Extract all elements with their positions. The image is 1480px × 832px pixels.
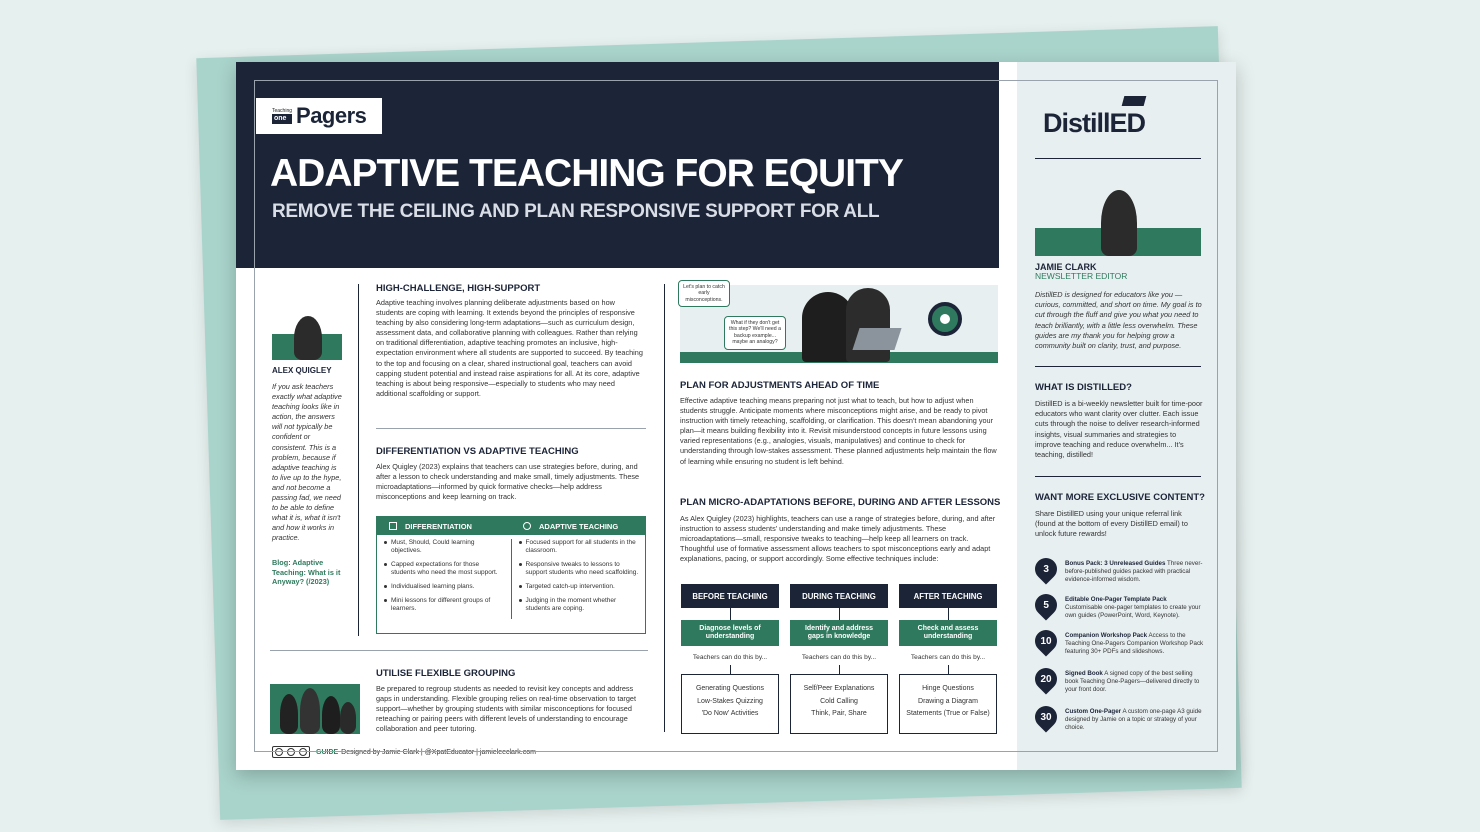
footer-guide-label: GUIDE [316, 748, 339, 756]
list-item: Mini lessons for different groups of learners. [391, 597, 505, 613]
technique-item: 'Do Now' Activities [701, 710, 759, 717]
reward-text: Three never-before-published guides packed with practical evidence-informed wisdom. [1065, 560, 1203, 584]
col-adaptive-header [511, 517, 645, 535]
stage-during-title: DURING TEACHING [790, 584, 888, 608]
stage-after-techniques [899, 674, 997, 734]
comparison-table [376, 516, 646, 634]
editor-role: NEWSLETTER EDITOR [1035, 271, 1128, 281]
arrow-connector [730, 608, 731, 620]
referral-count-drop-icon [1030, 663, 1061, 694]
what-is-distilled-heading: WHAT IS DISTILLED? [1035, 382, 1132, 393]
section-body-differentiation: Alex Quigley (2023) explains that teachers can use strategies before, during, and after a lesson to check understanding and make small, timely adjustments. These microadaptations—informed by quick formative checks—help address misconceptions and keep learning on track. [376, 462, 640, 502]
poster-footer [272, 746, 536, 758]
editor-name: JAMIE CLARK [1035, 262, 1097, 272]
student-group-illustration [270, 684, 360, 734]
referral-count-drop-icon [1030, 553, 1061, 584]
stage-after-sub: Teachers can do this by... [910, 654, 986, 661]
teaching-one-pagers-logo [256, 98, 382, 134]
reward-text: Access to the Teaching One-Pagers Companion Workshop Pack featuring 30+ PDFs and slideshows. [1065, 632, 1204, 656]
reward-title: Signed Book [1065, 670, 1103, 677]
creative-commons-icon [272, 746, 310, 758]
student-figure [280, 694, 298, 734]
reward-item [1035, 708, 1205, 733]
stage-during-sub: Teachers can do this by... [801, 654, 877, 661]
reward-count: 10 [1040, 635, 1052, 647]
section-heading-plan-ahead: PLAN FOR ADJUSTMENTS AHEAD OF TIME [680, 380, 880, 391]
sidebar-divider [1035, 366, 1201, 367]
graduation-cap-icon [1122, 96, 1147, 106]
divider-left [358, 284, 359, 636]
technique-item: Cold Calling [820, 697, 858, 705]
divider-left-bottom [270, 650, 648, 651]
more-content-heading: WANT MORE EXCLUSIVE CONTENT? [1035, 492, 1205, 503]
poster-sheet [236, 62, 1236, 770]
grid-icon [389, 522, 397, 530]
more-content-body: Share DistillED using your unique referral link (found at the bottom of every DistillED email) to unlock future rewards! [1035, 509, 1188, 539]
section-body-grouping: Be prepared to regroup students as needed to revisit key concepts and address gaps in understanding. Flexible grouping relies on real-time observation to target support—whether by grouping students with similar misconceptions for focused reteaching or pairing peers with different levels of understanding to encourage collaboration and peer tutoring. [376, 684, 637, 734]
profile-name: ALEX QUIGLEY [272, 366, 332, 375]
stage-before-sub: Teachers can do this by... [692, 654, 768, 661]
logo-one-badge: one [272, 114, 292, 124]
list-item: Capped expectations for those students who need the most support. [391, 561, 505, 577]
list-item: Responsive tweaks to lessons to support students who need scaffolding. [525, 561, 639, 576]
sidebar-divider [1035, 476, 1201, 477]
speech-bubble-left: Let's plan to catch early misconceptions. [678, 280, 730, 307]
page-title: ADAPTIVE TEACHING FOR EQUITY [270, 152, 903, 195]
technique-item: Think, Pair, Share [811, 710, 867, 717]
list-item: Focused support for all students in the classroom. [526, 539, 640, 555]
reward-text: Customisable one-pager templates to create your own guides (PowerPoint, Word, Keynote). [1065, 604, 1201, 620]
jamie-clark-portrait [1101, 190, 1137, 256]
section-body-high-challenge: Adaptive teaching involves planning deliberate adjustments based on how students are coping with learning. It extends beyond the principles of responsive teaching by also considering long-term adaptations—such as curriculum design, assessment data, and collaborative planning with colleagues. Rather than relying on traditional differentiation, adaptive teaching promotes an inclusive, high-expectation environment where all students are supported to succeed. By teaching to the top and focusing on a clear, shared instructional goal, teachers can avoid capping student potential and instead raise aspirations for all. At its core, adaptive teaching is about being responsive—especially to students who may need additional scaffolding or support. [376, 298, 643, 398]
arrow-connector [948, 608, 949, 620]
stage-before-techniques [681, 674, 779, 734]
reward-text: A signed copy of the best selling book Teaching One-Pagers—delivered directly to your front door. [1065, 670, 1200, 694]
page-subtitle: REMOVE THE CEILING AND PLAN RESPONSIVE SUPPORT FOR ALL [272, 201, 880, 222]
stage-before-title: BEFORE TEACHING [681, 584, 779, 608]
technique-item: Hinge Questions [922, 685, 974, 692]
cycle-gear-icon [928, 302, 962, 336]
col-adaptive-title: ADAPTIVE TEACHING [539, 521, 619, 531]
divider-middle [664, 284, 665, 732]
editor-intro: DistillED is designed for educators like you — curious, committed, and short on time. My goal is to cut through the fluff and give you what you need to teach brilliantly, with a little less overwhelm. These guides are my thank you for helping grow a community built on clarity, trust, and purpose. [1035, 290, 1202, 351]
section-heading-grouping: UTILISE FLEXIBLE GROUPING [376, 668, 516, 679]
technique-item: Low-Stakes Quizzing [697, 697, 763, 705]
technique-item: Statements (True or False) [906, 710, 990, 717]
reward-title: Companion Workshop Pack [1065, 632, 1148, 639]
reward-item [1035, 632, 1205, 657]
laptop-icon [852, 328, 901, 350]
stage-during-goal: Identify and address gaps in knowledge [790, 620, 888, 646]
student-figure [300, 688, 320, 734]
list-item: Individualised learning plans. [391, 583, 505, 591]
teacher-figure-woman [846, 288, 890, 362]
poster-header [236, 62, 999, 268]
col-differentiation-header [377, 517, 511, 535]
divider-high-challenge [376, 428, 646, 429]
reward-title: Bonus Pack: 3 Unreleased Guides [1065, 560, 1166, 567]
adaptive-list [512, 539, 646, 619]
newsletter-sidebar [1017, 62, 1236, 770]
section-body-micro: As Alex Quigley (2023) highlights, teachers can use a range of strategies before, during, and after instruction to assess students' understanding and make timely adjustments. These microadaptations—small, responsive tweaks to teaching—help keep all learners on track. Thoughtful use of formative assessment allows teachers to spot misconceptions early and adapt explanations, pacing, or support accordingly. Some effective techniques include: [680, 514, 996, 564]
differentiation-list [377, 539, 512, 619]
logo-small-text: Teaching [272, 108, 293, 114]
reward-title: Editable One-Pager Template Pack [1065, 596, 1167, 603]
section-heading-high-challenge: HIGH-CHALLENGE, HIGH-SUPPORT [376, 283, 541, 294]
col-differentiation-title: DIFFERENTIATION [405, 521, 472, 531]
reward-count: 20 [1040, 673, 1052, 685]
arrow-connector [948, 665, 949, 674]
profile-quote: If you ask teachers exactly what adaptive teaching looks like in action, the answers will not typically be confident or consistent. This is a problem, because if adaptive teaching is to live up to the hype, and not become a passing fad, we need to be able to define what it is, what it isn't and how it works in practice. [272, 382, 342, 543]
logo-pagers-text: Pagers [296, 103, 367, 128]
stage-after-title: AFTER TEACHING [899, 584, 997, 608]
referral-count-drop-icon [1030, 589, 1061, 620]
student-figure [340, 702, 356, 734]
referral-count-drop-icon [1030, 625, 1061, 656]
reward-item [1035, 670, 1205, 695]
section-heading-micro: PLAN MICRO-ADAPTATIONS BEFORE, DURING AND AFTER LESSONS [680, 497, 1001, 508]
arrow-connector [839, 665, 840, 674]
what-is-distilled-body: DistillED is a bi-weekly newsletter built for time-poor educators who want clarity over clutter. Each issue cuts through the noise to deliver research-informed insights, visual summaries and strategies to improve teaching and reduce overwhelm... It's teaching, distilled! [1035, 399, 1203, 460]
technique-item: Generating Questions [695, 685, 765, 692]
speech-bubble-right: What if they don't get this step? We'll need a backup example... maybe an analogy? [724, 316, 786, 350]
reward-count: 3 [1043, 563, 1049, 575]
footer-credits: Designed by Jamie Clark | @XpatEducator | jamieleeclark.com [341, 748, 536, 756]
reward-title: Custom One-Pager [1065, 708, 1122, 715]
alex-quigley-portrait [294, 316, 322, 360]
arrow-connector [839, 608, 840, 620]
stage-before-goal: Diagnose levels of understanding [681, 620, 779, 646]
distilled-logo-text: DistillED [1043, 108, 1146, 138]
reward-count: 5 [1043, 599, 1049, 611]
reward-count: 30 [1040, 711, 1052, 723]
distilled-logo [1043, 108, 1145, 139]
arrow-connector [730, 665, 731, 674]
student-figure [322, 696, 340, 734]
technique-item: Drawing a Diagram [918, 697, 978, 705]
stage-during-techniques [790, 674, 888, 734]
technique-item: Self/Peer Explanations [803, 685, 875, 692]
blog-link[interactable]: Blog: Adaptive Teaching: What is it Anyway? (/2023) [272, 558, 341, 586]
reward-item [1035, 596, 1205, 621]
gear-icon [523, 522, 531, 530]
list-item: Targeted catch-up intervention. [526, 583, 640, 591]
sidebar-divider [1035, 158, 1201, 159]
list-item: Judging in the moment whether students are coping. [526, 597, 640, 613]
section-heading-differentiation: DIFFERENTIATION VS ADAPTIVE TEACHING [376, 446, 579, 457]
reward-text: A custom one-page A3 guide designed by Jamie on a topic or strategy of your choice. [1065, 708, 1202, 732]
section-body-plan-ahead: Effective adaptive teaching means preparing not just what to teach, but how to adjust when students struggle. Anticipate moments where misconceptions might arise, and be ready to pivot instruction with timely reteaching, scaffolding, or clarification. This doesn't mean abandoning your plan—it means building flexibility into it. Revisit misunderstood concepts in future lessons using varied representations (e.g., analogies, visuals, manipulatives) and continue to check for understanding through low-stakes assessment. These planned adjustments help maintain the flow of learning while ensuring no student is left behind. [680, 396, 997, 466]
referral-count-drop-icon [1030, 701, 1061, 732]
stage-after-goal: Check and assess understanding [899, 620, 997, 646]
reward-item [1035, 560, 1205, 585]
list-item: Must, Should, Could learning objectives. [391, 539, 505, 555]
